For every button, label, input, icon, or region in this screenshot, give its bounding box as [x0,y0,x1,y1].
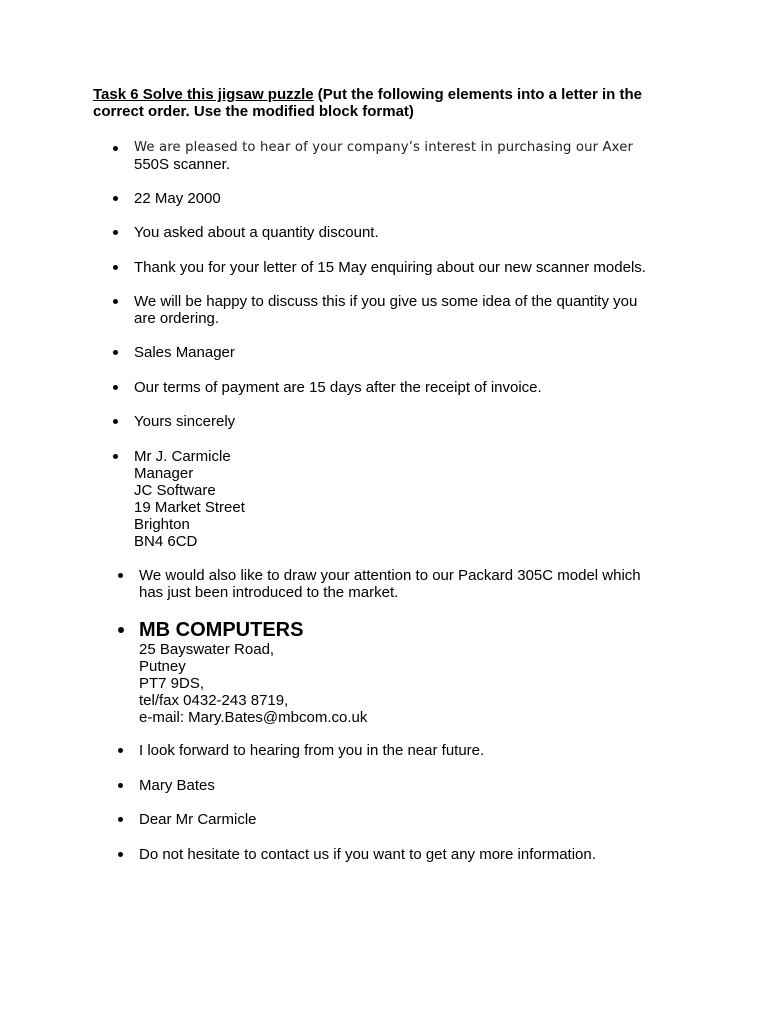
list-item-line: We will be happy to discuss this if you give us some idea of the quantity you [134,293,638,310]
list-item-line: Mary Bates [139,777,215,794]
list-item-line: JC Software [134,482,216,499]
list-item-line: has just been introduced to the market. [139,584,399,601]
list-item-line: 19 Market Street [134,499,245,516]
list-item-line: Mr J. Carmicle [134,448,231,465]
task-title-instructions: (Put the following elements into a letter in the [313,86,642,103]
list-item-line: Manager [134,465,194,482]
task-title-instructions-line2: correct order. Use the modified block format) [93,103,414,120]
list-item-line: PT7 9DS, [139,675,205,692]
list-item-line: We are pleased to hear of your company’s interest in purchasing our Axer [134,140,634,155]
list-item-line: are ordering. [134,310,220,327]
list-item-line: 25 Bayswater Road, [139,641,275,658]
list-item-line: 550S scanner. [134,156,230,173]
list-item-line: I look forward to hearing from you in the near future. [139,742,485,759]
list-item-line: You asked about a quantity discount. [134,224,379,241]
list-item-line: Do not hesitate to contact us if you want to get any more information. [139,846,596,863]
list-item-line: Sales Manager [134,344,235,361]
task-title [93,86,683,120]
list-item-line: BN4 6CD [134,533,198,550]
list-item-line: e-mail: Mary.Bates@mbcom.co.uk [139,709,368,726]
list-item-line: Thank you for your letter of 15 May enquiring about our new scanner models. [134,259,646,276]
list-item-line: Dear Mr Carmicle [139,811,257,828]
list-item-line: Brighton [134,516,190,533]
list-item-line: 22 May 2000 [134,190,221,207]
letterhead-company-name: MB COMPUTERS [139,619,304,641]
list-item-line: tel/fax 0432-243 8719, [139,692,289,709]
list-item-line: Putney [139,658,186,675]
task-title-underlined: Task 6 Solve this jigsaw puzzle [93,86,314,103]
list-item-line: Our terms of payment are 15 days after the receipt of invoice. [134,379,542,396]
list-item-line: We would also like to draw your attention to our Packard 305C model which [139,567,641,584]
list-item-line: Yours sincerely [134,413,236,430]
